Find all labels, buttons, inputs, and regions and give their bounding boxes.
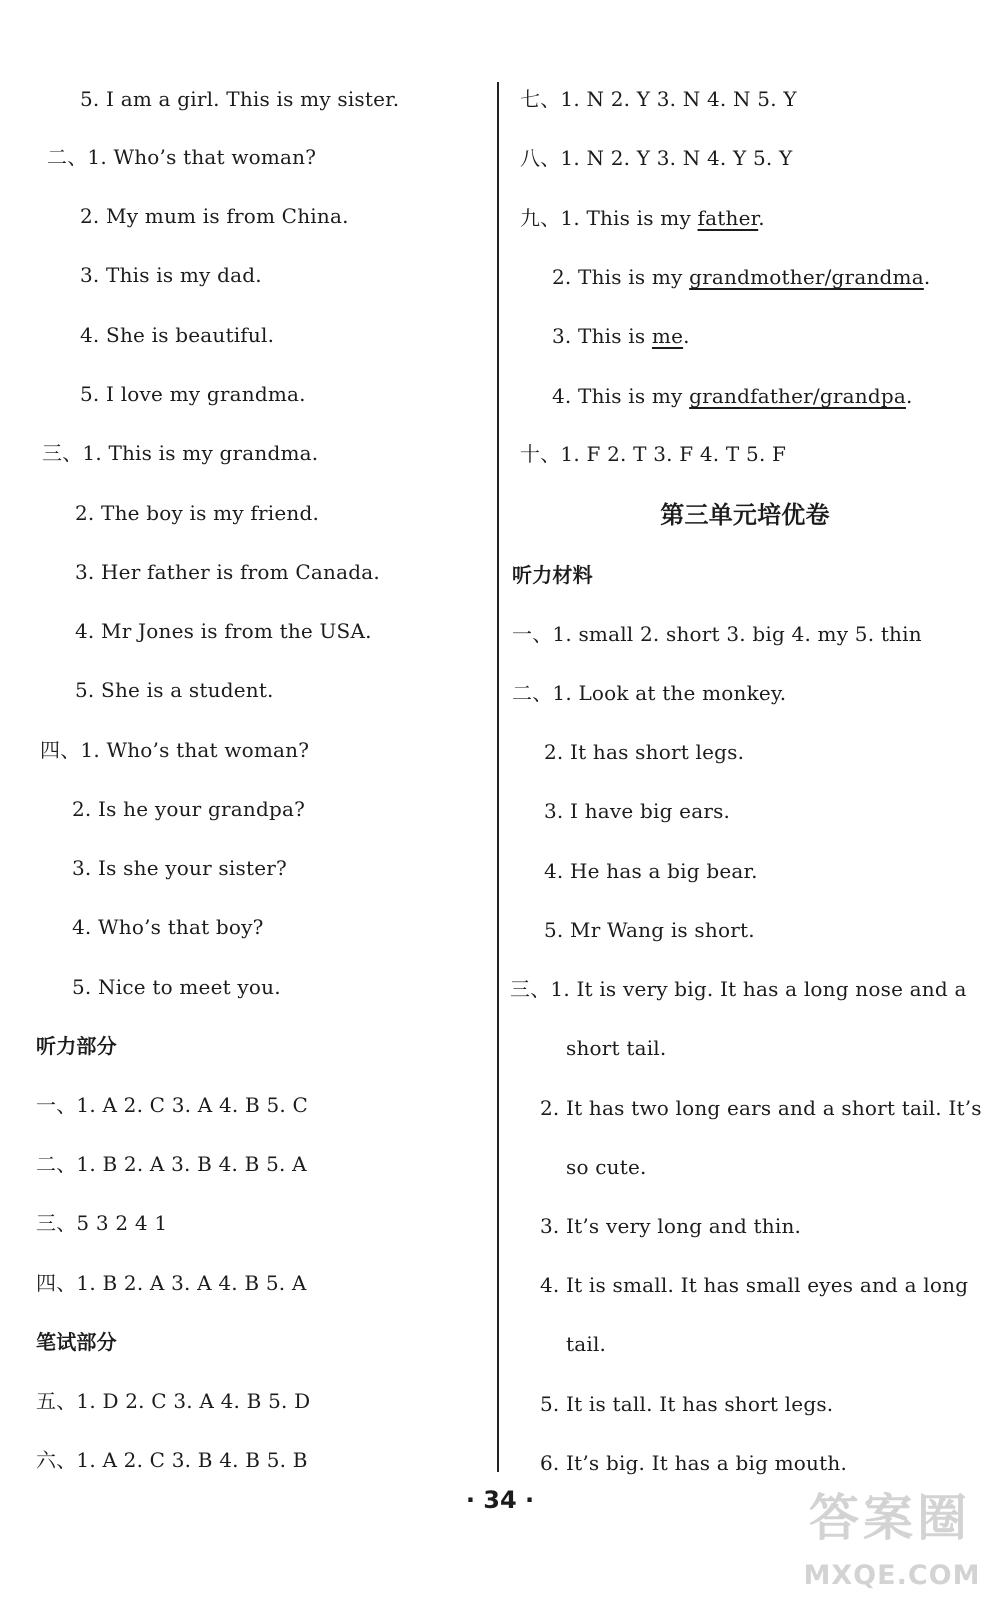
- sentence-suffix: .: [905, 384, 913, 408]
- answer-line-continued: tail.: [566, 1332, 607, 1356]
- sentence-prefix: 3. This is: [552, 324, 652, 348]
- answer-line: 5. I love my grandma.: [80, 382, 306, 406]
- answer-line: 3. I have big ears.: [544, 799, 731, 823]
- answer-line: 3. This is my dad.: [80, 263, 262, 287]
- answer-line-continued: short tail.: [566, 1036, 667, 1060]
- sentence-suffix: .: [923, 265, 931, 289]
- answer-line: 4. It is small. It has small eyes and a long: [540, 1273, 969, 1297]
- answer-line: 2. It has two long ears and a short tail. It’s: [540, 1096, 982, 1120]
- watermark: [790, 1482, 995, 1602]
- sentence-prefix: 2. This is my: [552, 265, 690, 289]
- underlined-answer: grandmother/grandma: [689, 265, 924, 289]
- underlined-answer: grandfather/grandpa: [689, 384, 906, 408]
- answer-line: 三、1. It is very big. It has a long nose and a: [510, 977, 967, 1001]
- section-2-item-1: 二、1. Who’s that woman?: [47, 145, 317, 169]
- answer-line: 2. The boy is my friend.: [75, 501, 320, 525]
- section-9-item-4: [552, 383, 913, 409]
- answer-line: 5. I am a girl. This is my sister.: [80, 87, 400, 111]
- unit-3-title: 第三单元培优卷: [660, 501, 830, 529]
- section-9-item-3: [552, 323, 690, 349]
- underlined-answer: father: [697, 206, 759, 230]
- listening-heading: 听力部分: [36, 1034, 117, 1058]
- section-10-answers: 十、1. F 2. T 3. F 4. T 5. F: [520, 442, 787, 466]
- listening-materials-heading: 听力材料: [512, 563, 593, 587]
- answer-line: 4. Who’s that boy?: [72, 915, 264, 939]
- sentence-suffix: .: [683, 324, 690, 348]
- answer-line: 4. She is beautiful.: [80, 323, 275, 347]
- answer-line: 3. Is she your sister?: [72, 856, 287, 880]
- watermark-site: MXQE.COM: [803, 1560, 981, 1591]
- column-divider: [497, 82, 499, 1472]
- answer-line: 5. Nice to meet you.: [72, 975, 281, 999]
- answer-line: 四、1. B 2. A 3. A 4. B 5. A: [36, 1271, 307, 1295]
- answer-line-continued: so cute.: [566, 1155, 647, 1179]
- answer-line: 三、5 3 2 4 1: [36, 1211, 168, 1235]
- answer-line: 2. Is he your grandpa?: [72, 797, 305, 821]
- answer-line: 2. It has short legs.: [544, 740, 745, 764]
- sentence-prefix: 九、1. This is my: [520, 206, 698, 230]
- answer-line: 5. It is tall. It has short legs.: [540, 1392, 834, 1416]
- page-number: · 34 ·: [465, 1486, 535, 1514]
- section-4-item-1: 四、1. Who’s that woman?: [40, 738, 310, 762]
- section-3-item-1: 三、1. This is my grandma.: [42, 441, 319, 465]
- section-9-item-1: [520, 205, 765, 231]
- answer-line: 4. Mr Jones is from the USA.: [75, 619, 372, 643]
- answer-line: 二、1. B 2. A 3. B 4. B 5. A: [36, 1152, 307, 1176]
- answer-line: 五、1. D 2. C 3. A 4. B 5. D: [36, 1389, 311, 1413]
- underlined-answer: me: [651, 324, 684, 348]
- section-9-item-2: [552, 264, 930, 290]
- answer-line: 六、1. A 2. C 3. B 4. B 5. B: [36, 1448, 308, 1472]
- answer-line: 2. My mum is from China.: [80, 204, 349, 228]
- watermark-logo: 答案圈: [809, 1489, 971, 1547]
- sentence-prefix: 4. This is my: [552, 384, 690, 408]
- answer-line: 3. Her father is from Canada.: [75, 560, 380, 584]
- section-7-answers: 七、1. N 2. Y 3. N 4. N 5. Y: [520, 87, 797, 111]
- sentence-suffix: .: [758, 206, 765, 230]
- answer-line: 4. He has a big bear.: [544, 859, 758, 883]
- answer-line: 一、1. small 2. short 3. big 4. my 5. thin: [512, 622, 922, 646]
- answer-line: 3. It’s very long and thin.: [540, 1214, 802, 1238]
- answer-line: 一、1. A 2. C 3. A 4. B 5. C: [36, 1093, 309, 1117]
- answer-line: 5. She is a student.: [75, 678, 274, 702]
- section-8-answers: 八、1. N 2. Y 3. N 4. Y 5. Y: [520, 146, 793, 170]
- answer-line: 6. It’s big. It has a big mouth.: [540, 1451, 847, 1475]
- answer-line: 二、1. Look at the monkey.: [512, 681, 787, 705]
- answer-line: 5. Mr Wang is short.: [544, 918, 755, 942]
- written-heading: 笔试部分: [36, 1330, 117, 1354]
